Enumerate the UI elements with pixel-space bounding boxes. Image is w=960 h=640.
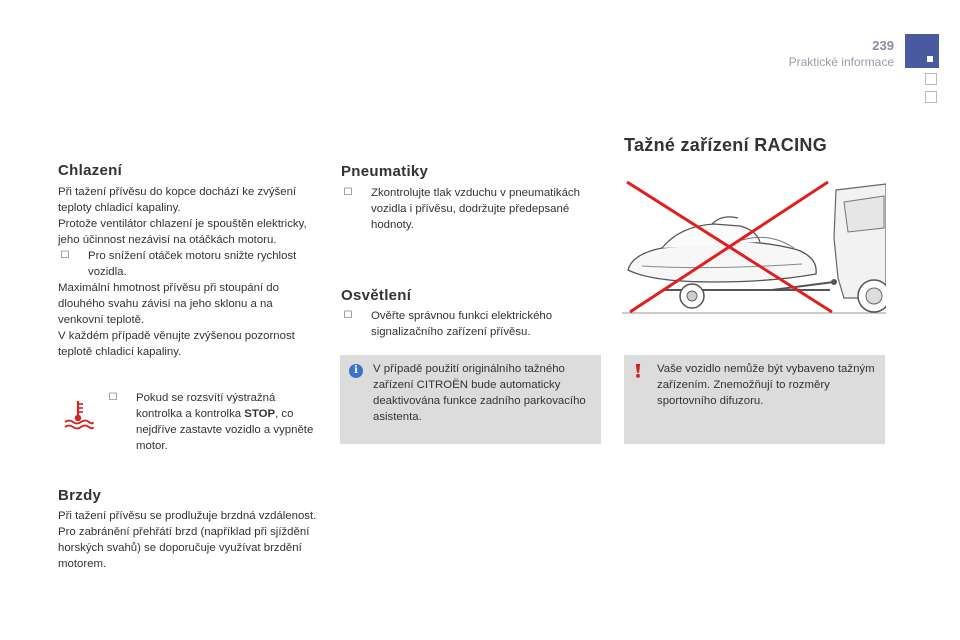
coolant-warning-text: Pokud se rozsvítí výstražná kontrolka a kontrolka	[136, 392, 276, 420]
chapter-tab-active[interactable]	[905, 34, 939, 68]
brakes-section	[58, 508, 320, 572]
racing-heading: Tažné zařízení RACING	[624, 135, 827, 155]
stop-label: STOP	[244, 408, 276, 420]
cooling-paragraph-3: Maximální hmotnost přívěsu při stoupání do dlouhého svahu závisí na jeho sklonu a na venkovní teplotě.	[58, 282, 279, 326]
towing-prohibited-illustration	[622, 178, 886, 318]
cooling-bullet-text: Pro snížení otáček motoru snižte rychlost vozidla.	[88, 250, 297, 278]
checkbox-bullet-icon: ☐	[60, 250, 70, 261]
exclamation-warning-icon	[635, 364, 641, 378]
lighting-bullet-text: Ověřte správnou funkci elektrického signalizačního zařízení přívěsu.	[371, 310, 553, 338]
tyres-section	[341, 185, 603, 233]
coolant-temperature-warning-icon	[62, 398, 94, 430]
racing-warning-box	[624, 355, 885, 444]
cooling-heading: Chlazení	[58, 162, 123, 179]
cooling-paragraph-1: Při tažení přívěsu do kopce dochází ke zvýšení teploty chladicí kapaliny.	[58, 186, 297, 214]
section-title: Praktické informace	[788, 55, 894, 69]
cooling-paragraph-2: Protože ventilátor chlazení je spouštěn elektricky, jeho účinnost nezávisí na otáčkách motoru.	[58, 218, 307, 246]
tab-dot	[927, 56, 933, 62]
cooling-paragraph-4: V každém případě věnujte zvýšenou pozornost teplotě chladicí kapaliny.	[58, 330, 295, 358]
info-icon: i	[349, 364, 363, 378]
info-box	[340, 355, 601, 444]
brakes-paragraph-2: Pro zabránění přehřátí brzd (například při sjíždění horských svahů) se doporučuje využívat brzdění motorem.	[58, 526, 310, 570]
brakes-paragraph-1: Při tažení přívěsu se prodlužuje brzdná vzdálenost.	[58, 510, 317, 522]
page-number: 239	[872, 38, 894, 53]
coolant-warning-note	[106, 390, 321, 454]
chapter-tab-2[interactable]	[925, 73, 937, 85]
chapter-tab-3[interactable]	[925, 91, 937, 103]
checkbox-bullet-icon: ☐	[343, 187, 353, 198]
brakes-heading: Brzdy	[58, 487, 102, 504]
racing-warning-text: Vaše vozidlo nemůže být vybaveno tažným zařízením. Znemožňují to rozměry sportovního difuzoru.	[657, 363, 875, 407]
lighting-heading: Osvětlení	[341, 287, 412, 304]
cooling-section	[58, 184, 320, 360]
info-box-text: V případě použití originálního tažného zařízení CITROËN bude automaticky deaktivována funkce zadního parkovacího asistenta.	[373, 363, 586, 423]
lighting-section	[341, 308, 603, 340]
tyres-heading: Pneumatiky	[341, 163, 429, 180]
cooling-bullet	[58, 248, 320, 280]
checkbox-bullet-icon: ☐	[108, 392, 118, 403]
tyres-bullet-text: Zkontrolujte tlak vzduchu v pneumatikách vozidla i přívěsu, dodržujte předepsané hodnoty.	[371, 187, 580, 231]
checkbox-bullet-icon: ☐	[343, 310, 353, 321]
coolant-warning-text-end: , co nejdříve zastavte vozidlo a vypněte motor.	[136, 408, 314, 452]
